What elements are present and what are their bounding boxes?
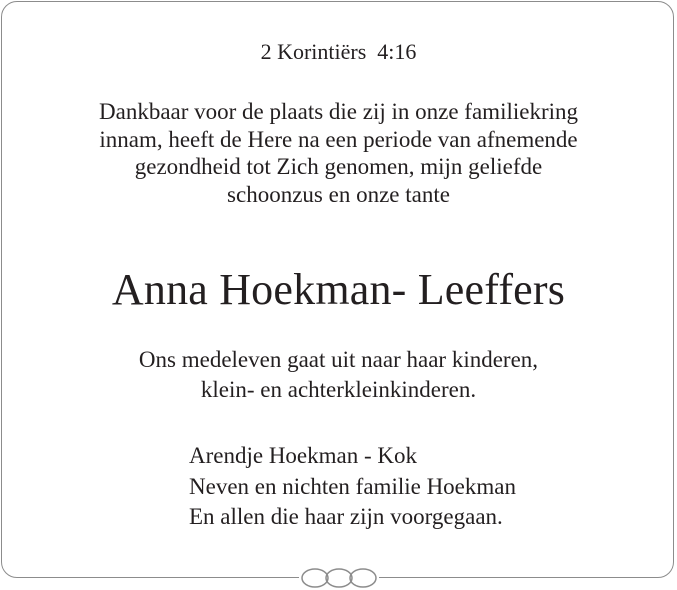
sympathy-paragraph <box>0 345 677 405</box>
intro-line: schoonzus en onze tante <box>227 181 450 207</box>
deceased-name: Anna Hoekman- Leeffers <box>111 265 566 314</box>
intro-line: Dankbaar voor de plaats die zij in onze familiekring <box>99 99 578 124</box>
intro-line: gezondheid tot Zich genomen, mijn geliefde <box>134 154 543 179</box>
intro-line: innam, heeft de Here na een periode van afnemende <box>99 126 578 152</box>
sympathy-line: Ons medeleven gaat uit naar haar kinderen, <box>138 347 539 372</box>
signer-line: Neven en nichten familie Hoekman <box>189 473 516 499</box>
bible-verse-reference: 2 Korintiërs 4:16 <box>260 39 417 64</box>
intro-paragraph <box>0 98 677 208</box>
signer-line: En allen die haar zijn voorgegaan. <box>189 504 503 529</box>
signer-line: Arendje Hoekman - Kok <box>189 443 418 468</box>
signers-list <box>189 441 516 533</box>
triple-loop-ornament-icon <box>299 566 379 590</box>
sympathy-line: klein- en achterkleinkinderen. <box>200 377 477 402</box>
